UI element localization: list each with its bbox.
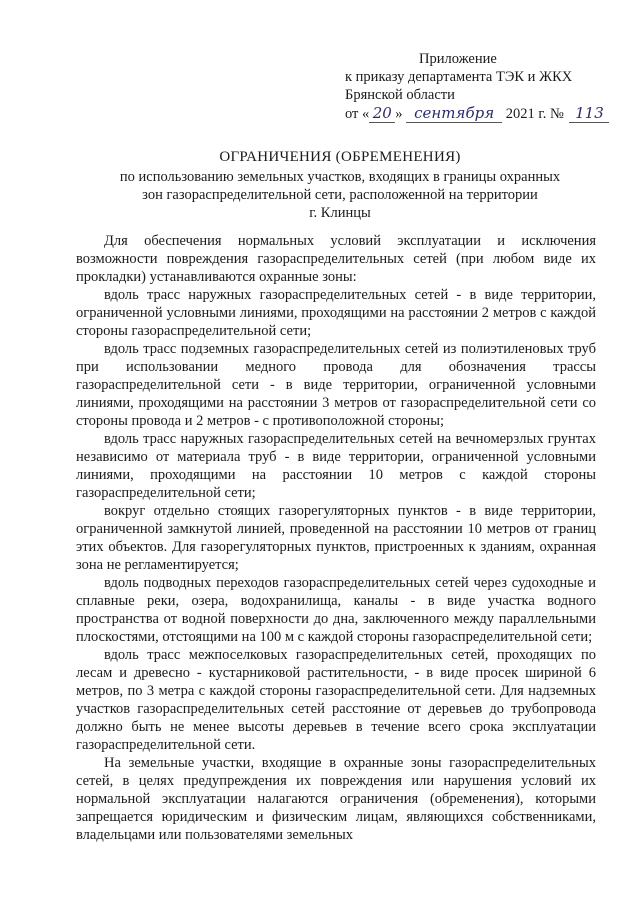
paragraph: На земельные участки, входящие в охранные зоны газораспределительных сетей, в целях предупреждения их повреждения или нарушения условий их нормальной эксплуатации налагаются ограничения (обременения), которыми запрещается юридическим и физическим лицам, являющихся собственниками, владельцами или пользователями земельных [76,755,596,843]
document-title [70,148,610,222]
title-city: г. Клинцы [309,205,371,221]
order-reference: к приказу департамента ТЭК и ЖКХ [345,69,573,85]
title-subline-1: по использованию земельных участков, входящих в границы охранных [119,169,561,185]
date-prefix: от « [345,106,370,122]
paragraph: вдоль трасс межпоселковых газораспределительных сетей, проходящих по лесам и древесно - кустарниковой растительности, - в виде просек шириной 6 метров, по 3 метра с каждой стороны газораспределительной сети. Для надземных участков газораспределительных сетей расстояние от деревьев до трубопровода должно быть не менее высоты деревьев в течение всего срока эксплуатации газораспределительной сети. [76,647,596,753]
order-number-handwritten: 113 [569,104,609,123]
paragraph: вдоль трасс наружных газораспределительных сетей - в виде территории, ограниченной условными линиями, проходящими на расстоянии 2 метров с каждой стороны газораспределительной сети; [76,287,596,339]
title-subline-2: зон газораспределительной сети, расположенной на территории [142,187,538,203]
region-name: Брянской области [345,87,455,103]
document-body [76,232,596,844]
document-header [345,50,609,123]
order-date-line [345,104,609,123]
date-year: 2021 г. № [505,106,564,122]
date-day-handwritten: 20 [369,104,395,123]
date-close-quote: » [395,106,403,122]
paragraph: Для обеспечения нормальных условий эксплуатации и исключения возможности повреждения газораспределительных сетей (при любом виде их прокладки) устанавливаются охранные зоны: [76,233,596,285]
title-heading: ОГРАНИЧЕНИЯ (ОБРЕМЕНЕНИЯ) [219,149,461,165]
paragraph: вдоль трасс наружных газораспределительных сетей на вечномерзлых грунтах независимо от материала труб - в виде территории, ограниченной условными линиями, проходящими на расстоянии 10 метров с каждой стороны газораспределительной сети; [76,431,596,501]
date-month-handwritten: сентября [406,104,502,123]
appendix-label: Приложение [419,51,497,67]
paragraph: вдоль трасс подземных газораспределительных сетей из полиэтиленовых труб при использовании медного провода для обозначения трассы газораспределительной сети - в виде территории, ограниченной условными линиями, проходящими на расстоянии 3 метров от газораспределительной сети со стороны провода и 2 метров - с противоположной стороны; [76,341,596,429]
paragraph: вдоль подводных переходов газораспределительных сетей через судоходные и сплавные реки, озера, водохранилища, каналы - в виде участка водного пространства от водной поверхности до дна, заключенного между параллельными плоскостями, отстоящими на 100 м с каждой стороны газораспределительной сети; [76,575,596,645]
paragraph: вокруг отдельно стоящих газорегуляторных пунктов - в виде территории, ограниченной замкнутой линией, проведенной на расстоянии 10 метров от границ этих объектов. Для газорегуляторных пунктов, пристроенных к зданиям, охранная зона не регламентируется; [76,503,596,573]
